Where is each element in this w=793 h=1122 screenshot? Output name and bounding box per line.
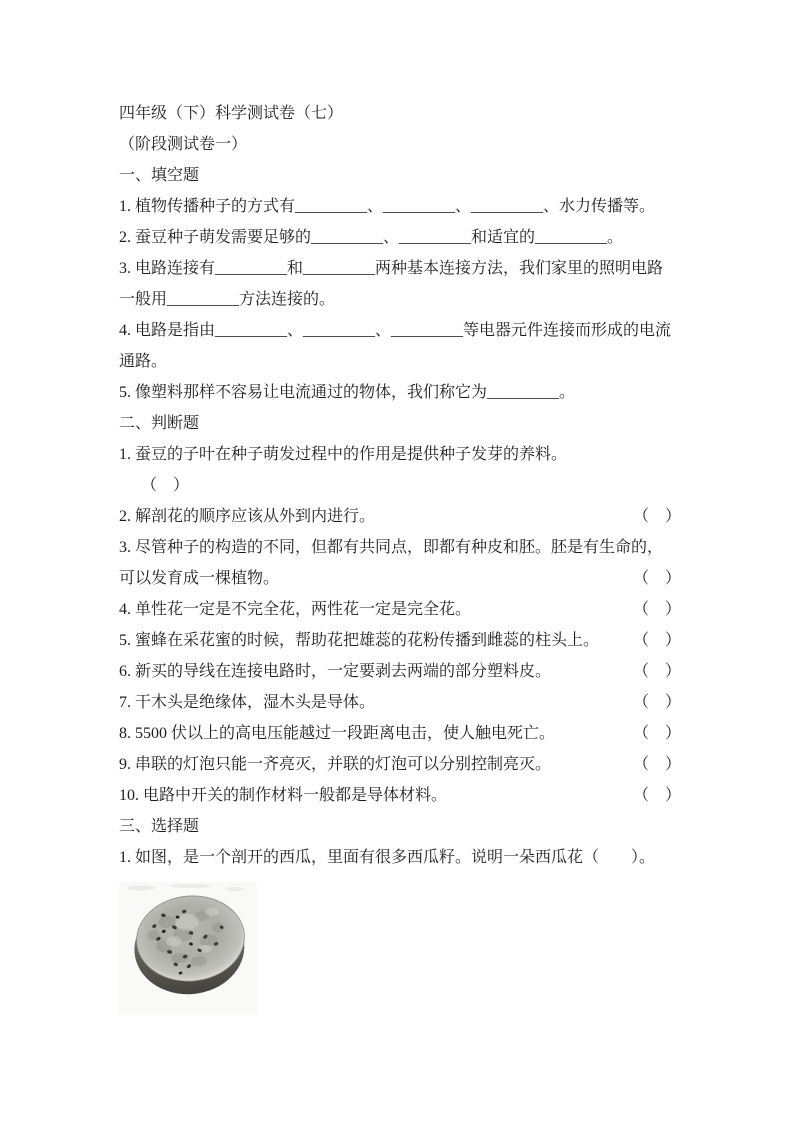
fill-question-5: 5. 像塑料那样不容易让电流通过的物体，我们称它为_________。 xyxy=(119,384,576,401)
fill-question-4: 4. 电路是指由_________、_________、_________等电器元件连接而形成的电流通路。 xyxy=(119,322,672,370)
section-choice-heading: 三、选择题 xyxy=(119,818,200,835)
judge-item-7 xyxy=(119,687,681,718)
answer-bracket: （ ） xyxy=(632,725,681,742)
judge-question-text: 4. 单性花一定是不完全花，两性花一定是完全花。 xyxy=(119,601,472,618)
judge-question-text: 8. 5500 伏以上的高电压能越过一段距离电击，使人触电死亡。 xyxy=(119,725,556,742)
answer-bracket: （ ） xyxy=(141,477,190,494)
judge-question-text: 1. 蚕豆的子叶在种子萌发过程中的作用是提供种子发芽的养料。 xyxy=(119,446,568,463)
judge-question-text: 7. 干木头是绝缘体，湿木头是导体。 xyxy=(119,694,376,711)
judge-question-text: 10. 电路中开关的制作材料一般都是导体材料。 xyxy=(119,787,448,804)
answer-bracket: （ ） xyxy=(632,694,681,711)
judge-question-text: 6. 新买的导线在连接电路时，一定要剥去两端的部分塑料皮。 xyxy=(119,663,552,680)
judge-question-text: 2. 解剖花的顺序应该从外到内进行。 xyxy=(119,508,376,525)
answer-bracket: （ ） xyxy=(632,787,681,804)
section-fill-heading: 一、填空题 xyxy=(119,167,200,184)
judge-item-8 xyxy=(119,718,681,749)
answer-bracket: （ ） xyxy=(632,632,681,649)
judge-item-5 xyxy=(119,625,681,656)
watermelon-cross-section-graphic xyxy=(119,882,257,1015)
judge-question-text: 5. 蜜蜂在采花蜜的时候，帮助花把雄蕊的花粉传播到雌蕊的柱头上。 xyxy=(119,632,600,649)
judge-item-6 xyxy=(119,656,681,687)
answer-bracket: （ ） xyxy=(632,570,681,587)
section-judge-heading: 二、判断题 xyxy=(119,415,200,432)
answer-bracket: （ ） xyxy=(632,663,681,680)
judge-item-3 xyxy=(119,532,681,594)
judge-question-text: 9. 串联的灯泡只能一齐亮灭，并联的灯泡可以分别控制亮灭。 xyxy=(119,756,552,773)
page-subtitle: （阶段测试卷一） xyxy=(119,136,248,153)
judge-item-10 xyxy=(119,780,681,811)
fill-question-3: 3. 电路连接有_________和_________两种基本连接方法，我们家里的照明电路一般用_________方法连接的。 xyxy=(119,260,664,308)
choice-question-1: 1. 如图，是一个剖开的西瓜，里面有很多西瓜籽。说明一朵西瓜花（ ）。 xyxy=(119,849,656,866)
fill-question-2: 2. 蚕豆种子萌发需要足够的_________、_________和适宜的_________。 xyxy=(119,229,624,246)
page-title: 四年级（下）科学测试卷（七） xyxy=(119,105,344,122)
watermelon-image xyxy=(119,882,257,1015)
judge-item-4 xyxy=(119,594,681,625)
judge-question-text: 3. 尽管种子的构造的不同，但都有共同点，即都有种皮和胚。胚是有生命的，可以发育成一棵植物。 xyxy=(119,539,664,587)
fill-question-1: 1. 植物传播种子的方式有_________、_________、_________、水力传播等。 xyxy=(119,198,656,215)
judge-item-2 xyxy=(119,501,681,532)
answer-bracket: （ ） xyxy=(632,756,681,773)
answer-bracket: （ ） xyxy=(632,508,681,525)
judge-item-1 xyxy=(119,439,675,501)
judge-item-9 xyxy=(119,749,681,780)
answer-bracket: （ ） xyxy=(632,601,681,618)
